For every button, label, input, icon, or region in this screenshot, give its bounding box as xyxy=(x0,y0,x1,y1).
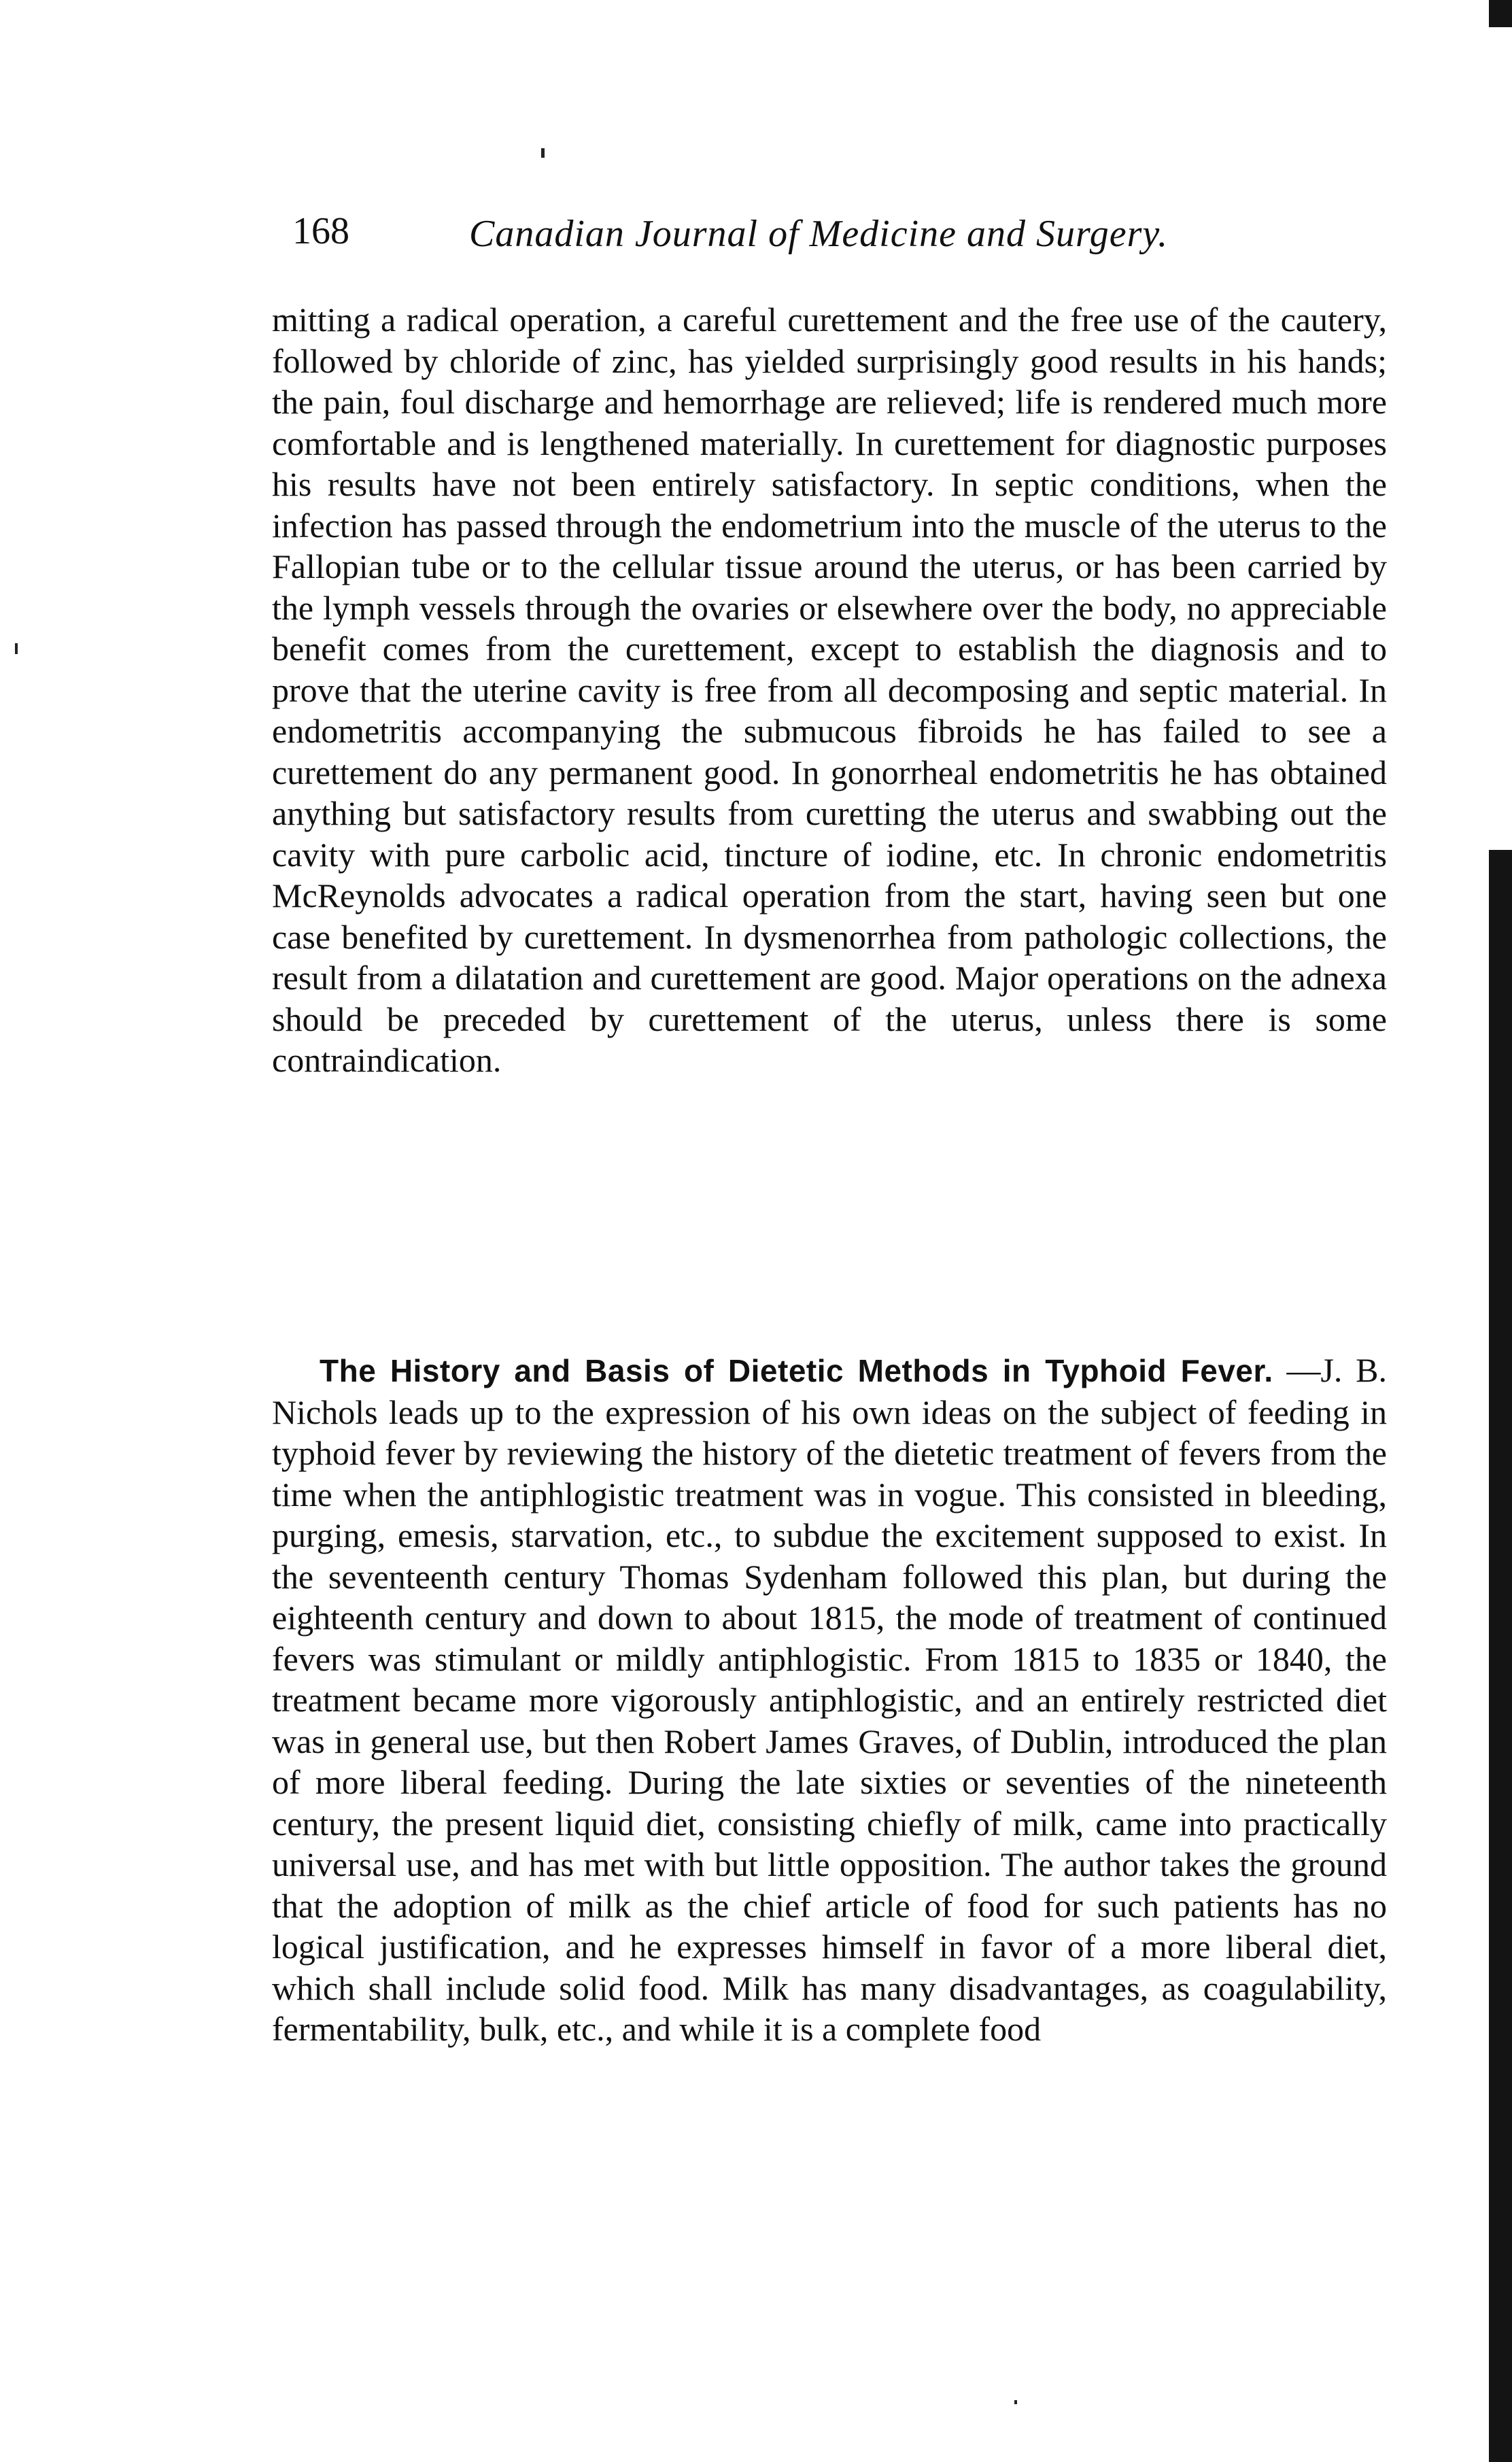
paragraph-continued xyxy=(272,299,1387,1081)
article-abstract xyxy=(272,1350,1387,2050)
scan-speck xyxy=(15,643,18,654)
paragraph-text: —J. B. Nichols leads up to the expression of his own ideas on the subject of feeding in typhoid fever by reviewing the history of the dietetic treatment of fevers from the time when the antiphlogistic treatment was in vogue. This consisted in bleeding, purging, emesis, starvation, etc., to subdue the excitement supposed to exist. In the seventeenth century Thomas Sydenham followed this plan, but during the eighteenth century and down to about 1815, the mode of treatment of continued fevers was stimulant or mildly antiphlogistic. From 1815 to 1835 or 1840, the treatment became more vigorously antiphlogistic, and an entirely restricted diet was in general use, but then Robert James Graves, of Dublin, introduced the plan of more liberal feeding. During the late sixties or seventies of the nineteenth century, the present liquid diet, consisting chiefly of milk, came into practically universal use, and has met with but little opposition. The author takes the ground that the adoption of milk as the chief article of food for such patients has no logical justification, and he expresses himself in favor of a more liberal diet, which shall include solid food. Milk has many disadvantages, as coagulability, fermentability, bulk, etc., and while it is a complete food xyxy=(272,1351,1388,2048)
scanned-page-edge xyxy=(1471,0,1512,2462)
scan-speck xyxy=(1014,2400,1017,2404)
page-number: 168 xyxy=(292,210,349,252)
running-head xyxy=(292,204,1231,265)
paragraph-text: mitting a radical operation, a careful curettement and the free use of the cautery, followed by chloride of zinc, has yielded surprisingly good results in his hands; the pain, foul discharge and hemorrhage are relieved; life is rendered much more comfortable and is lengthened materially. In curettement for diagnostic purposes his results have not been entirely satisfactory. In septic conditions, when the infection has passed through the endometrium into the muscle of the uterus to the Fallopian tube or to the cellular tissue around the uterus, or has been carried by the lymph vessels through the ovaries or elsewhere over the body, no appreciable benefit comes from the curettement, except to establish the diagnosis and to prove that the uterine cavity is free from all decomposing and septic material. In endometritis accompanying the submucous fibroids he has failed to see a curettement do any permanent good. In gonorrheal endometritis he has obtained anything but satisfactory results from curetting the uterus and swabbing out the cavity with pure carbolic acid, tincture of iodine, etc. In chronic endometritis McReynolds advocates a radical operation from the start, having seen but one case benefited by curettement. In dysmenorrhea from pathologic collections, the result from a dilatation and curettement are good. Major operations on the adnexa should be preceded by curettement of the uterus, unless there is some contraindication. xyxy=(272,301,1387,1079)
journal-title: Canadian Journal of Medicine and Surgery. xyxy=(469,213,1169,255)
page-edge-shadow xyxy=(1489,0,1512,27)
section-heading: The History and Basis of Dietetic Methods in Typhoid Fever. xyxy=(320,1353,1273,1388)
scan-speck xyxy=(541,148,545,158)
page-edge-shadow xyxy=(1489,1292,1512,2448)
